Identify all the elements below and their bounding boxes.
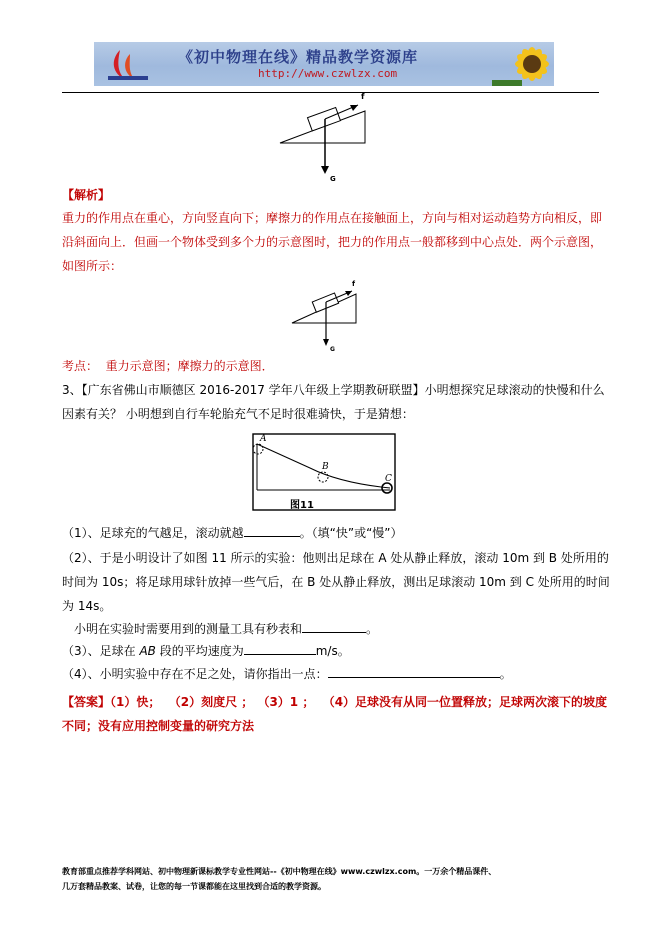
sunflower-icon (492, 42, 554, 86)
force-g-label: G (330, 346, 335, 353)
figure-caption: 图11 (290, 500, 314, 511)
analysis-label: 【解析】 (62, 188, 111, 202)
question3-sub2-line-1: （2）、于是小明设计了如图 11 所示的实验：他则出足球在 A 处从静止释放，滚动 10m 到 B 处所用的 (62, 551, 609, 565)
question3-sub4 (62, 662, 594, 686)
question3-sub2-line-2: 时间为 10s；将足球用球针放掉一些气后，在 B 处从静止释放，测出足球滚动 10m 到 C 处所用的时间 (62, 575, 610, 589)
question3-sub1 (62, 521, 594, 545)
sub3-ab: AB (139, 644, 156, 658)
analysis-label-line (62, 183, 594, 207)
answer-label: 【答案】 (62, 695, 111, 709)
kaodian-line (62, 354, 594, 378)
answer-2: （2）刻度尺 ； (168, 695, 254, 709)
footer-line-1: 教育部重点推荐学科网站、初中物理新课标教学专业性网站--《初中物理在线》www.czwlzx.com。一万余个精品课件、 (62, 867, 497, 876)
analysis-line-3: 如图所示： (62, 259, 123, 273)
page-footer (62, 864, 602, 894)
header-url: http://www.czwlzx.com (258, 67, 398, 80)
question3-sub2-line-3: 为 14s。 (62, 599, 112, 613)
question3-sub2-tool (74, 617, 606, 641)
sub1-suffix: 。（填“快”或“慢”） (299, 526, 403, 540)
question3-line-1: 3、【广东省佛山市顺德区 2016-2017 学年八年级上学期教研联盟】小明想探究足球滚动的快慢和什么 (62, 383, 605, 397)
answer-line-1 (62, 690, 608, 714)
force-f-label: f (352, 280, 356, 288)
analysis-line-2: 沿斜面向上．但画一个物体受到多个力的示意图时，把力的作用点一般都移到中心点处．两个示意图， (62, 235, 603, 249)
sub2-tool-prefix: 小明在实验时需要用到的测量工具有秒表和 (74, 622, 303, 636)
answer-blank-2[interactable] (302, 620, 366, 633)
answer-blank-3[interactable] (244, 642, 316, 655)
sub2-tool-suffix: 。 (366, 622, 379, 636)
kaodian-text: 重力示意图；摩擦力的示意图． (105, 359, 274, 373)
answer-1: （1）快； (110, 695, 161, 709)
answer-blank-4[interactable] (328, 665, 500, 678)
force-g-label: G (330, 175, 336, 183)
force-diagram-1 (270, 86, 380, 184)
force-f-label: f (361, 92, 365, 101)
point-b-label: B (322, 462, 329, 472)
point-a-label: A (260, 434, 267, 444)
force-diagram-2 (288, 278, 368, 354)
sub4-suffix: 。 (499, 667, 512, 681)
logo-icon (100, 46, 156, 84)
answer-3: （3）1 ； (257, 695, 315, 709)
header-title: 《初中物理在线》精品教学资源库 (178, 48, 419, 66)
sub3-mid: 段的平均速度为 (155, 644, 244, 658)
answer-line-2: 不同；没有应用控制变量的研究方法 (62, 719, 255, 733)
footer-line-2: 几万套精品教案、试卷，让您的每一节课都能在这里找到合适的教学资源。 (62, 882, 326, 891)
sub3-prefix: （3）、足球在 (62, 644, 140, 658)
figure-11-ramp (250, 428, 400, 514)
question3-sub3 (62, 639, 594, 663)
sub1-prefix: （1）、足球充的气越足，滚动就越 (62, 526, 244, 540)
question3-line-2: 因素有关？ 小明想到自行车轮胎充气不足时很难骑快，于是猜想： (62, 407, 414, 421)
analysis-line-1: 重力的作用点在重心，方向竖直向下；摩擦力的作用点在接触面上，方向与相对运动趋势方向相反，即 (62, 211, 603, 225)
point-c-label: C (385, 474, 392, 484)
kaodian-label: 考点： (62, 359, 99, 373)
header-banner (94, 42, 554, 86)
sub3-unit: m/s。 (315, 644, 350, 658)
answer-4: （4）足球没有从同一位置释放；足球两次滚下的坡度 (322, 695, 608, 709)
sub4-prefix: （4）、小明实验中存在不足之处，请你指出一点： (62, 667, 328, 681)
answer-blank-1[interactable] (244, 524, 300, 537)
